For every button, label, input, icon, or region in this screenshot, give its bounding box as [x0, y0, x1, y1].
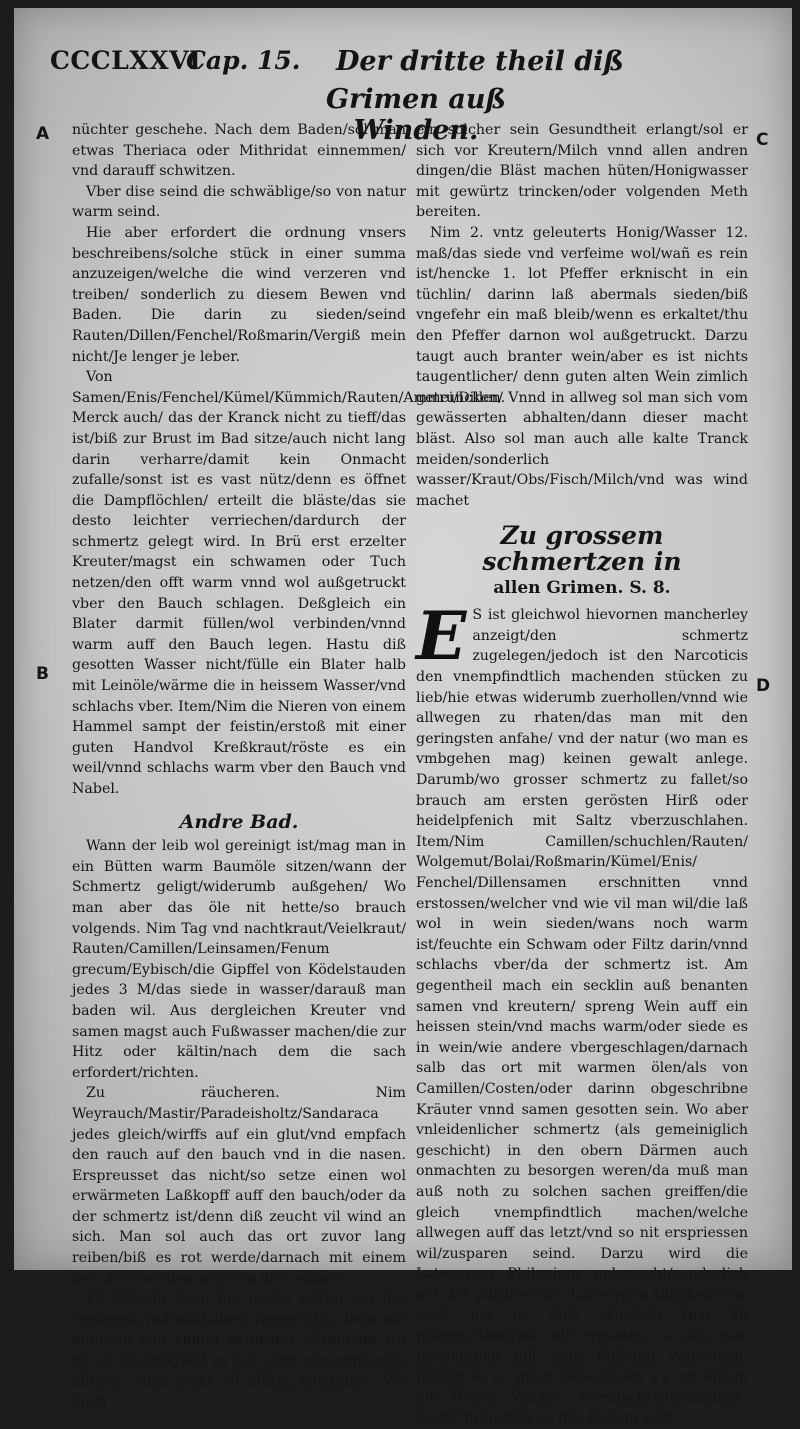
- paragraph: ein solcher sein Gesundtheit erlangt/sol er sich vor Kreutern/Milch vnnd allen andren dingen/die Bläst machen hüten/Honigwasser mit gewürtz trincken/oder volgenden Meth bereiten.: [416, 122, 748, 221]
- drop-cap: E: [416, 597, 467, 676]
- right-column: [416, 120, 748, 1429]
- running-title: Der dritte theil diß: [336, 46, 624, 77]
- paragraph: Vber dise seind die schwäblige/so von natur warm seind.: [72, 183, 406, 221]
- paragraph: Nim 2. vntz geleuterts Honig/Wasser 12. maß/das siede vnd verfeime wol/wañ es rein ist/hencke 1. lot Pfeffer erknischt in ein tüchlin/ darinn laß abermals sieden/biß vngefehr ein maß bleib/wenn es erkaltet/thu den Pfeffer darnon wol außgetruckt. Darzu taugt auch branter wein/aber es ist nichts taugentlicher/ denn guten alten Wein zimlich getruncken/ Vnnd in allweg sol man sich vom gewässerten abhalten/dann dieser macht bläst. Also sol man auch alle kalte Tranck meiden/sonderlich wasser/Kraut/Obs/Fisch/Milch/vnd was wind machet: [416, 224, 748, 509]
- folio-number: CCCLXXVI: [50, 46, 202, 75]
- margin-marker-c: C: [756, 130, 769, 150]
- paragraph: Wann der leib wol gereinigt ist/mag man in ein Bütten warm Baumöle sitzen/wann der Schmertz geligt/widerumb außgehen/ Wo man aber das öle nit hette/so brauch volgends. Nim Tag vnd nachtkraut/Veielkraut/ Rauten/Camillen/Leinsamen/Fenum grecum/Eybisch/die Gipffel von Ködelstauden jedes 3 M/das siede in wasser/darauß man baden wil. Aus dergleichen Kreuter vnd samen magst auch Fußwasser machen/die zur Hitz oder kältin/nach dem die sach erfordert/richten.: [72, 838, 406, 1081]
- margin-marker-a: A: [36, 124, 50, 144]
- chapter-title: Grimen auß Winden.: [326, 84, 506, 146]
- paragraph: Zu räucheren. Nim Weyrauch/Mastir/Paradeisholtz/Sandaraca jedes gleich/wirffs auf ein glut/vnd empfach den rauch auf den bauch vnd in die nasen. Erspreusset das nicht/so setze einen wol erwärmeten Laßkopff auff den bauch/oder da der schmertz ist/denn diß zeucht vil wind an sich. Man sol auch das ort zuvor lang reiben/biß es rot werde/darnach mit einem der obstehenden warmen ölen salben.: [72, 1085, 406, 1287]
- section-heading: Andre Bad.: [179, 810, 299, 833]
- margin-marker-b: B: [36, 664, 49, 684]
- section-subheading: allen Grimen. S. 8.: [493, 578, 671, 599]
- paragraph-with-dropcap: [416, 597, 748, 1429]
- margin-marker-d: D: [756, 676, 771, 696]
- page-header: [36, 42, 776, 82]
- paragraph: nüchter geschehe. Nach dem Baden/sol man etwas Theriaca oder Mithridat einnemmen/ vnd darauff schwitzen.: [72, 122, 406, 180]
- paragraph: Es werden auch die bläste durch ein gut regiment vnd wolhalten verzert/das denn mit abbruch vnd vbung gefürdert wird/denn wo nit vil feuchtigkeit in leib wird genommen/da künden auch nicht vil bläste entstehen. Wo auch: [72, 1291, 406, 1411]
- chapter-number: Cap. 15.: [186, 46, 301, 75]
- paragraph: Von Samen/Enis/Fenchel/Kümel/Kümmich/Rauten/Ammei/Dillen. Merck auch/ das der Kranck nicht zu tieff/das ist/biß zur Brust im Bad sitze/auch nicht lang darin verharre/damit kein Onmacht zufalle/sonst ist es vast nütz/denn es öffnet die Dampflöchlen/ erteilt die bläste/das sie desto leichter verriechen/dardurch der schmertz gelegt wird. In Brü erst erzelter Kreuter/magst ein schwamen oder Tuch netzen/den offt warm vnnd wol außgetruckt vber den Bauch schlagen. Deßgleich ein Blater darmit füllen/wol verbinden/vnnd warm auff den Bauch legen. Hastu diß gesotten Wasser nicht/fülle ein Blater halb mit Leinöle/wärme die in heissem Wasser/vnd schlachs vber. Item/Nim die Nieren von einem Hammel sampt der feistin/erstoß mit einer guten Handvol Kreßkraut/röste es ein weil/vnnd schlachs warm vber den Bauch vnd Nabel.: [72, 369, 506, 797]
- paragraph-text: S ist gleichwol hievornen mancherley anzeigt/den schmertz zugelegen/jedoch ist den Narcoticis den vnempfindtlich machenden stücken zu lieb/hie etwas widerumb zuerhollen/vnnd wie allwegen zu rhaten/das man mit den geringsten anfahe/ vnd der natur (wo man es vmbgehen mag) keinen gewalt anlege. Darumb/wo grosser schmertz zu fallet/so brauch am ersten gerösten Hirß oder heidelpfenich mit Saltz vberzuschlahen. Item/Nim Camillen/schuchlen/Rauten/ Wolgemut/Bolai/Roßmarin/Kümel/Enis/ Fenchel/Dillensamen erschnitten vnnd erstossen/welcher vnd wie vil man wil/die laß wol in wein sieden/wans noch warm ist/feuchte ein Schwam oder Filtz darin/vnnd schlachs vber/da der schmertz ist. Am gegentheil mach ein secklin auß benanten samen vnd kreutern/ spreng Wein auff ein heissen stein/vnd machs warm/oder siede es in wein/wie andere vbergeschlagen/darnach salb das ort mit warmen ölen/als von Camillen/Costen/oder darinn obgeschribne Kräuter vnnd samen gesotten sein. Wo aber vnleidenlicher schmertz (als gemeiniglich geschicht) in den obern Därmen auch onmachten zu besorgen weren/da muß man auß noth zu solchen sachen greiffen/die gleich vnempfindtlich machen/welche allwegen auff das letzt/vnd so nit erspriessen wil/zusparen seind. Darzu wird die Latwergen Philonium gebraucht/sonderlich mit der purgirenden Latwergen Diaphenicon. Aber hie ist eins erfarnen rhat zu pflegen/dann(wie oft ermanet) so sol man bedachtlich mit dem Philonio vmbgehen. Jedoch so ist gnug desselbigen ʒ j mit einem lot Rosen Zucker vermischt/einzunemen. Andre brauchen an des Philoni statt: [416, 607, 748, 1427]
- section-heading: Zu grossem schmertzen in: [482, 521, 682, 577]
- left-column: [72, 120, 506, 1413]
- paragraph: Hie aber erfordert die ordnung vnsers beschreibens/solche stück in einer summa anzuzeigen/welche die wind verzeren vnd treiben/ sonderlich zu diesem Bewen vnd Baden. Die darin zu sieden/seind Rauten/Dillen/Fenchel/Roßmarin/Vergiß mein nicht/Je lenger je leber.: [72, 224, 406, 365]
- book-page: [14, 8, 792, 1427]
